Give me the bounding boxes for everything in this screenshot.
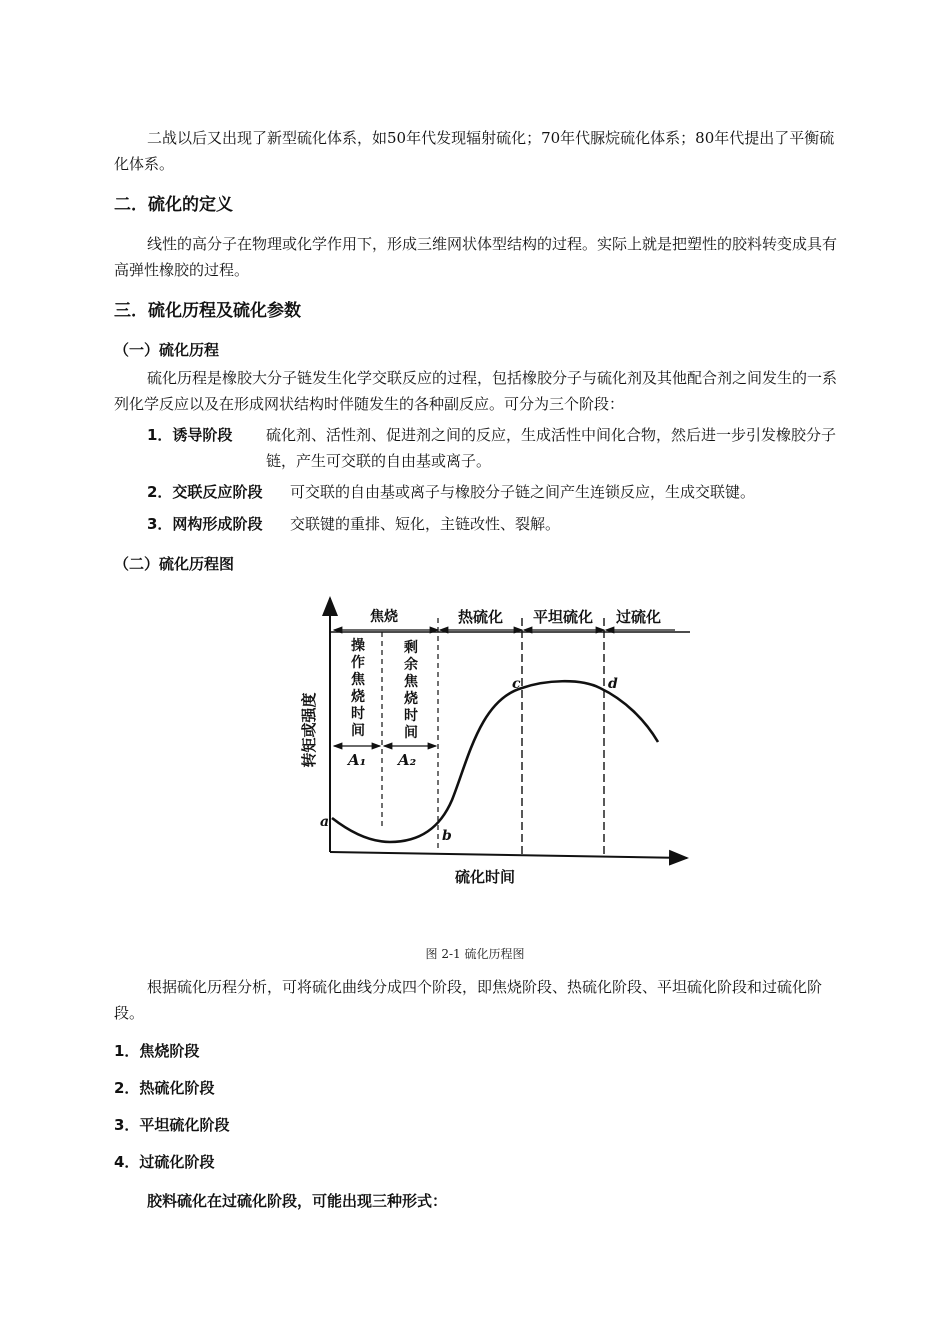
vulcanization-curve — [332, 681, 658, 842]
analysis-stage-4: 4．过硫化阶段 — [114, 1153, 215, 1171]
point-d-label: d — [608, 676, 618, 692]
stage-label-2: 2．交联反应阶段 — [147, 483, 263, 501]
y-axis-label-vertical — [300, 692, 318, 767]
stage-label-1: 1．诱导阶段 — [147, 426, 233, 444]
remaining-scorch-char: 间 — [404, 725, 418, 741]
closing-statement: 胶料硫化在过硫化阶段，可能出现三种形式： — [147, 1192, 448, 1210]
operation-scorch-vertical — [351, 637, 366, 739]
stage-label-3: 3．网构形成阶段 — [147, 515, 263, 533]
header-label-scorch: 焦烧 — [370, 609, 398, 625]
stage-text-1: 硫化剂、活性剂、促进剂之间的反应，生成活性中间化合物，然后进一步引发橡胶分子链，产生可交联的自由基或离子。 — [266, 426, 837, 470]
analysis-stage-2: 2．热硫化阶段 — [114, 1079, 215, 1097]
stage-text-3: 交联键的重排、短化，主链改性、裂解。 — [290, 515, 561, 533]
point-a-label: a — [320, 814, 330, 830]
y-axis-label: 转矩或强度 — [300, 692, 318, 768]
analysis-paragraph: 根据硫化历程分析，可将硫化曲线分成四个阶段，即焦烧阶段、热硫化阶段、平坦硫化阶段和过硫化阶段。 — [114, 978, 823, 1022]
section2-title: 二．硫化的定义 — [114, 195, 233, 215]
sub1-title: （一）硫化历程 — [114, 341, 220, 359]
analysis-stage-1: 1．焦烧阶段 — [114, 1042, 200, 1060]
sub2-title: （二）硫化历程图 — [114, 555, 235, 573]
sub1-paragraph: 硫化历程是橡胶大分子链发生化学交联反应的过程，包括橡胶分子与硫化剂及其他配合剂之间发生的一系列化学反应以及在形成网状结构时伴随发生的各种副反应。可分为三个阶段： — [114, 369, 838, 413]
stage-item-3 — [147, 511, 839, 537]
remaining-scorch-char: 烧 — [404, 691, 418, 707]
remaining-scorch-char: 时 — [404, 708, 418, 724]
operation-scorch-char: 间 — [351, 723, 365, 739]
a2-label: A₂ — [398, 751, 417, 769]
operation-scorch-char: 烧 — [351, 689, 365, 705]
remaining-scorch-char: 剩 — [404, 640, 418, 656]
stage-item-1 — [147, 422, 839, 470]
stage-text-2: 可交联的自由基或离子与橡胶分子链之间产生连锁反应，生成交联键。 — [290, 483, 756, 501]
a1-label: A₁ — [348, 751, 367, 769]
point-b-label: b — [442, 828, 452, 844]
point-c-label: c — [512, 676, 521, 692]
stage-item-2 — [147, 479, 839, 505]
analysis-stage-3: 3．平坦硫化阶段 — [114, 1116, 230, 1134]
operation-scorch-char: 时 — [351, 706, 365, 722]
operation-scorch-char: 作 — [351, 655, 365, 671]
remaining-scorch-vertical — [404, 639, 419, 741]
operation-scorch-char: 焦 — [351, 672, 365, 688]
figure-caption: 图 2-1 硫化历程图 — [425, 947, 525, 961]
intro-paragraph: 二战以后又出现了新型硫化体系，如50年代发现辐射硫化；70年代脲烷硫化体系；80年代提出了平衡硫化体系。 — [114, 129, 835, 173]
remaining-scorch-char: 余 — [404, 657, 418, 673]
remaining-scorch-char: 焦 — [404, 674, 418, 690]
header-label-heat: 热硫化 — [458, 608, 504, 626]
vulcanization-curve-figure — [290, 590, 710, 900]
x-axis — [330, 852, 687, 858]
section3-title: 三．硫化历程及硫化参数 — [114, 301, 301, 321]
operation-scorch-char: 操 — [351, 638, 365, 654]
header-label-over: 过硫化 — [616, 608, 662, 626]
x-axis-label: 硫化时间 — [455, 868, 516, 886]
header-label-plateau: 平坦硫化 — [533, 608, 594, 626]
section2-paragraph: 线性的高分子在物理或化学作用下，形成三维网状体型结构的过程。实际上就是把塑性的胶料转变成具有高弹性橡胶的过程。 — [114, 235, 838, 279]
